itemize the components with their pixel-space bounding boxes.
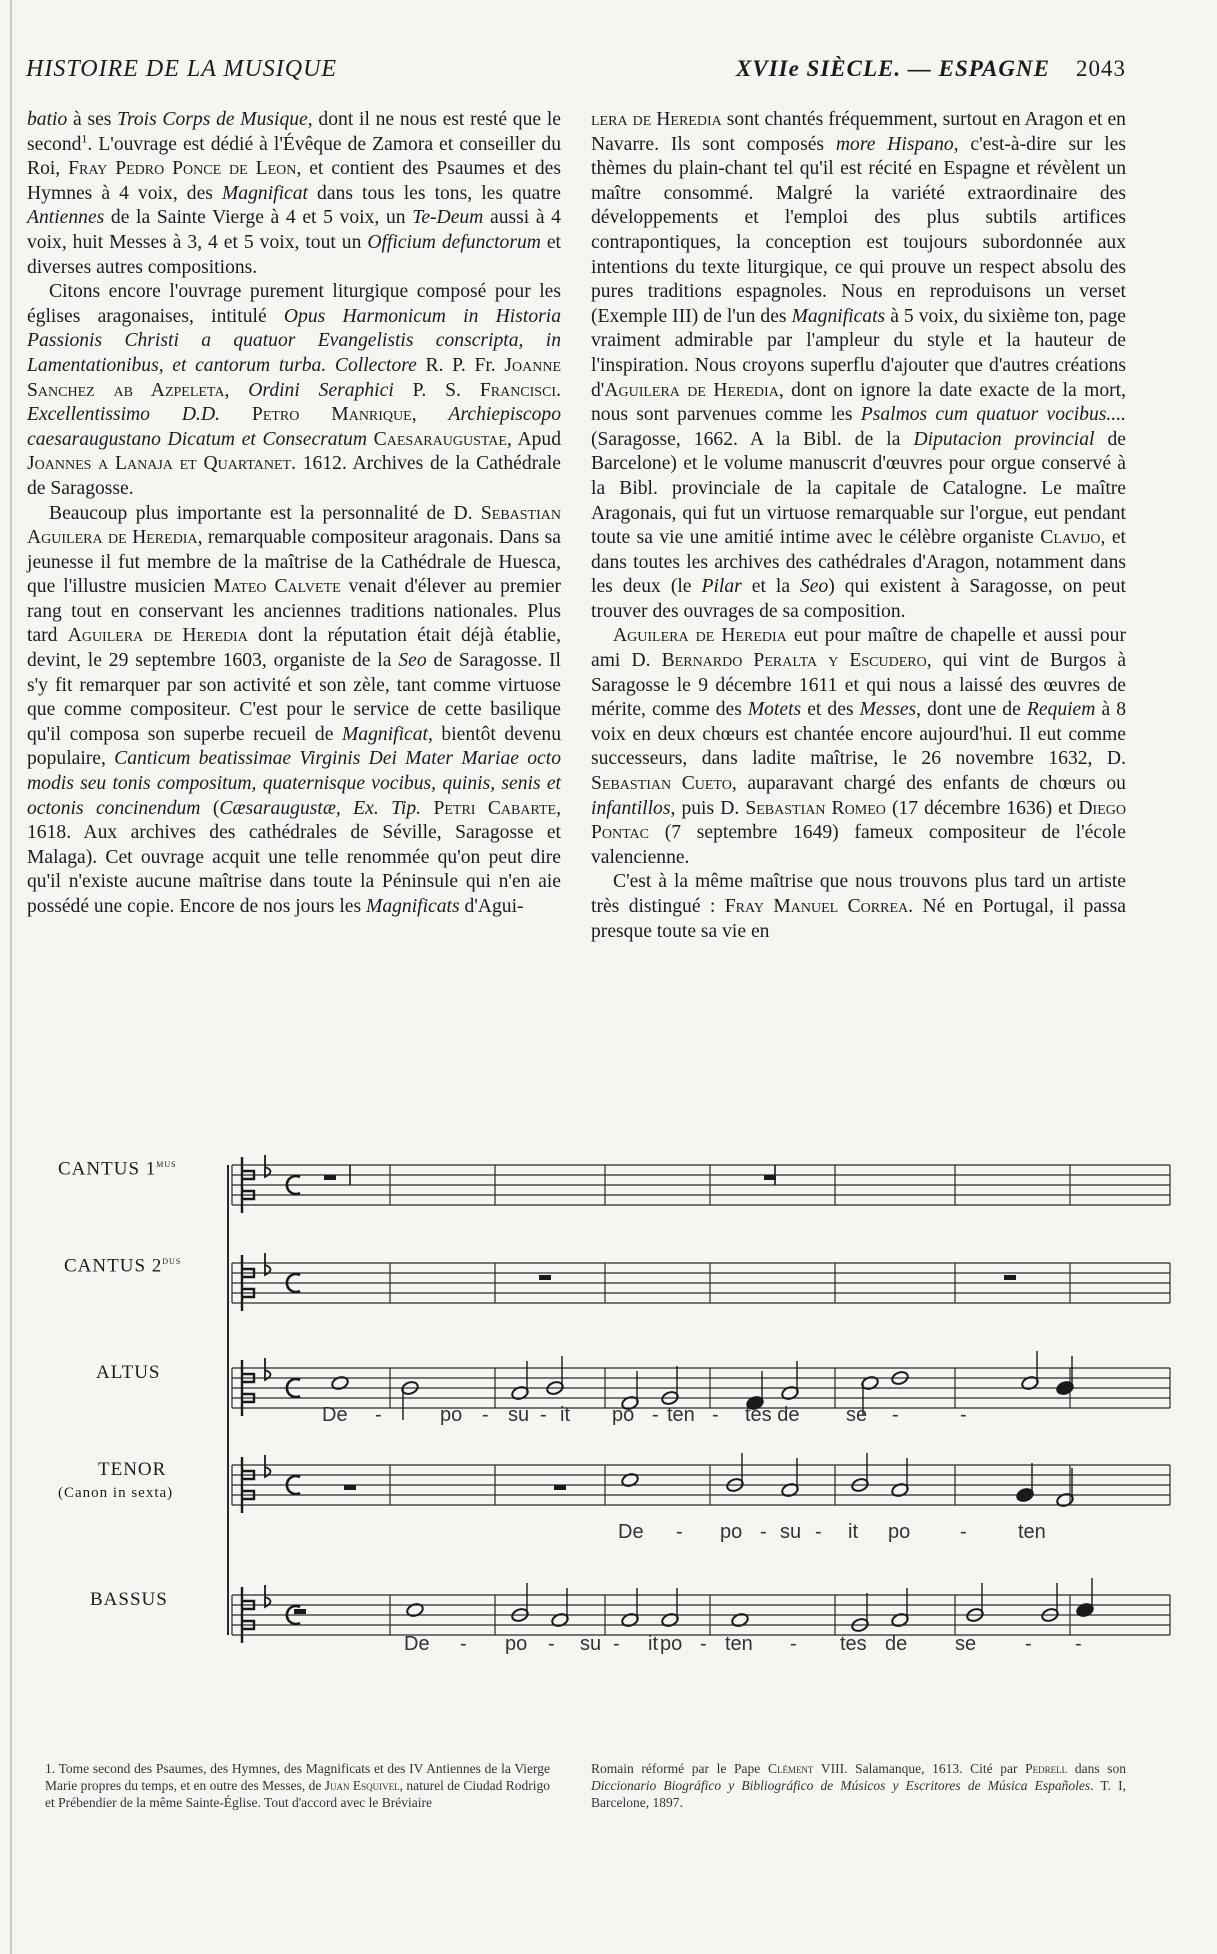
voice-sublabel-tenor: (Canon in sexta): [58, 1485, 174, 1501]
left-text-column: [27, 108, 561, 920]
paragraph: [27, 502, 561, 920]
text-run: Archiepiscopo caesaraugustano Dicatum et Consecratum: [27, 404, 562, 450]
text-run: ,: [224, 379, 249, 401]
footnote-run: Romain réformé par le Pape: [591, 1761, 768, 1776]
text-run: Petro Manrique: [251, 404, 412, 426]
page-header: [26, 56, 1126, 86]
text-run: de la Sainte Vierge à 4 et 5 voix, un: [104, 207, 413, 229]
tenor-lyric: -: [960, 1521, 967, 1543]
text-run: Aguilera de Heredia: [67, 625, 248, 647]
bassus-lyric: po: [505, 1633, 528, 1655]
text-run: ) qui existent à Saragosse, on peut trouver des ouvrages de sa composition.: [591, 576, 1126, 622]
text-run: R. P. Fr.: [416, 354, 505, 376]
altus-lyric: it: [560, 1404, 570, 1426]
tenor-lyric: ten: [1018, 1521, 1046, 1543]
altus-lyric: -: [892, 1404, 899, 1426]
altus-lyric: ten: [667, 1404, 695, 1426]
text-run: à ses: [67, 109, 118, 130]
text-run: (: [200, 797, 220, 819]
text-run: 1: [81, 131, 88, 146]
text-run: Sebastian Cueto: [591, 773, 732, 795]
text-run: Magnificats: [366, 896, 460, 917]
text-run: Messes: [859, 699, 917, 721]
altus-lyric: tes de: [745, 1404, 800, 1426]
running-title-right: [736, 56, 1126, 82]
text-run: , remarquable compositeur aragonais. Dans sa jeunesse il fut membre de la maîtrise de la Cathédrale de Huesca, que l'illustre musicien: [27, 527, 561, 598]
footnote-run: . Salamanque, 1613. Cité par: [844, 1761, 1026, 1776]
footnote-run: dans son: [1067, 1761, 1126, 1776]
text-run: Aguilera de Heredia: [604, 379, 779, 401]
text-run: et la: [741, 576, 800, 598]
paragraph: [591, 108, 1126, 624]
text-run: , et dans toutes les archives des cathédrales d'Aragon, notamment dans les deux (le: [591, 527, 1126, 598]
text-run: Seo: [800, 576, 829, 598]
altus-lyric: -: [482, 1404, 489, 1426]
text-run: Fray Pedro Ponce de Leon: [68, 158, 297, 180]
text-run: sont chantés fréquemment, surtout en Aragon et en Navarre. Ils sont composés: [591, 109, 1126, 155]
rest-mark: [344, 1485, 356, 1490]
bassus-lyric: tes: [840, 1633, 867, 1655]
text-run: et diverses autres compositions.: [27, 231, 561, 278]
tenor-lyric: -: [815, 1521, 822, 1543]
footnote-run: Diccionario Biográfico y Bibliográfico de Músicos y Escritores de Música Españoles: [591, 1778, 1091, 1793]
bassus-lyric: -: [1025, 1633, 1032, 1655]
text-run: à 5 voix, du sixième ton, page vraiment admirable par l'ampleur du style et la hauteur de l'inspiration. Nous croyons superflu d'ajouter que d'autres créations d': [591, 305, 1127, 401]
tenor-lyric: -: [760, 1521, 767, 1543]
text-run: , auparavant chargé des enfants de chœurs ou: [731, 773, 1126, 795]
altus-lyric: po: [440, 1404, 463, 1426]
altus-lyric: po: [612, 1404, 635, 1426]
altus-lyric: -: [712, 1404, 719, 1426]
text-run: Trois Corps de Musique: [117, 109, 308, 130]
text-run: Petri Cabarte: [433, 797, 557, 819]
bassus-lyric: po: [660, 1633, 683, 1655]
text-run: Sebastian Aguilera de Heredia: [27, 502, 561, 549]
text-run: Cæsaraugustæ, Ex. Tip.: [219, 797, 422, 819]
flat-sign: [265, 1358, 271, 1380]
paragraph: [27, 280, 561, 501]
text-run: Seo: [398, 650, 427, 672]
right-text-column: [591, 108, 1126, 944]
text-run: Francisci: [479, 379, 557, 401]
bassus-lyric: -: [790, 1633, 797, 1655]
footnote-paragraph: [591, 1760, 1126, 1811]
tenor-lyric: po: [888, 1521, 911, 1543]
altus-lyric: se: [846, 1404, 868, 1426]
text-run: Beaucoup plus importante est la personnalité de D.: [49, 502, 481, 524]
text-run: de Barcelone) et le volume manuscrit d'œuvres pour orgue conservé à la Bibl. provinciale de la capitale de Catalogne. Le maître Aragonais, qui fut un virtuose remarquable sur l'orgue, eut pendant toute sa vie une amitié intime avec le célèbre organiste: [591, 428, 1126, 549]
text-run: Psalmos cum quatuor vocibus....: [860, 404, 1126, 426]
footnote-run: , naturel de Ciudad Rodrigo et Prébendier de la même Sainte-Église. Tout d'accord avec le Bréviaire: [45, 1778, 550, 1810]
text-run: P. S.: [393, 379, 480, 401]
text-run: [421, 798, 433, 819]
text-run: Motets: [747, 699, 802, 721]
footnote-run: Clément VIII: [767, 1761, 845, 1776]
flat-sign: [265, 1585, 271, 1607]
paragraph: [591, 624, 1126, 870]
page-number: 2043: [1076, 56, 1126, 81]
text-run: dans tous les tons, les quatre: [307, 182, 561, 204]
tenor-lyric: -: [676, 1521, 683, 1543]
text-run: Joanne Sanchez ab Azpeleta: [27, 354, 561, 401]
voice-label-cantus-1: CANTUS $1^{mus}$: [58, 1158, 177, 1180]
bassus-lyric: se: [955, 1633, 977, 1655]
altus-lyric: -: [375, 1404, 382, 1426]
altus-lyric: -: [652, 1404, 659, 1426]
text-run: .: [556, 379, 561, 401]
text-run: , puis D.: [670, 797, 746, 819]
score-staves: [0, 1143, 1217, 1713]
text-run: Citons encore l'ouvrage purement liturgique composé pour les églises aragonaises, intitulé: [27, 281, 561, 327]
flat-sign: [265, 1155, 271, 1177]
tenor-lyric: it: [848, 1521, 858, 1543]
text-run: Te-Deum: [412, 207, 484, 229]
text-run: Opus Harmonicum in Historia Passionis Christi a quatuor Evangelistis conscripta, in Lamentationibus, et cantorum turba. Collectore: [27, 305, 561, 376]
voice-label-bassus: BASSUS: [90, 1589, 168, 1610]
text-run: à 8 voix en deux chœurs est chantée encore aujourd'hui. Il eut comme successeurs, dans ladite maîtrise, le 26 novembre 1632, D.: [591, 699, 1126, 770]
text-run: [367, 429, 374, 450]
text-run: aussi à 4 voix, huit Messes à 3, 4 et 5 voix, tout un: [27, 207, 561, 253]
bassus-lyric: De: [404, 1633, 430, 1655]
footnote-left: [45, 1760, 550, 1811]
text-run: Diputacion provincial: [913, 428, 1095, 450]
bassus-lyric: -: [1075, 1633, 1082, 1655]
text-run: Magnificat: [221, 182, 308, 204]
text-run: Excellentissimo D.D.: [27, 404, 220, 426]
text-run: d'Agui-: [459, 896, 524, 917]
text-run: Pilar: [701, 576, 742, 598]
bassus-lyric: -: [460, 1633, 467, 1655]
footnote-run: Pedrell: [1025, 1761, 1068, 1776]
text-run: Ordini Seraphici: [248, 379, 394, 401]
text-run: Diego Pontac: [591, 797, 1126, 844]
text-run: ,: [411, 404, 449, 426]
text-run: Canticum beatissimae Virginis Dei Mater Mariae octo modis seu tonis compositum, quaternisque vocibus, quinis, senis et octonis concinendum: [27, 748, 561, 819]
rest-mark: [539, 1275, 551, 1280]
text-run: Bernardo Peralta y Escudero: [661, 650, 927, 672]
text-run: . 1612. Archives de la Cathédrale de Saragosse.: [27, 453, 561, 499]
bassus-lyric: ten: [725, 1633, 753, 1655]
text-run: , qui vint de Burgos à Saragosse le 9 décembre 1611 et qui nous a laissé des œuvres de mérite, comme des: [591, 650, 1127, 721]
bassus-lyric: -: [548, 1633, 555, 1655]
flat-sign: [265, 1253, 271, 1275]
text-run: , dont il ne nous est resté que le second: [27, 109, 561, 155]
text-run: C'est à la même maîtrise que nous trouvons plus tard un artiste très distingué :: [591, 871, 1126, 917]
text-run: de Saragosse. Il s'y fit remarquer par son activité et son zèle, tant comme virtuose que comme compositeur. C'est pour le service de cette basilique qu'il composa son superbe recueil de: [27, 650, 561, 745]
tenor-lyric: su: [780, 1521, 802, 1543]
text-run: et des: [801, 699, 860, 721]
tenor-lyric: po: [720, 1521, 743, 1543]
text-run: Joannes a Lanaja et Quartanet: [27, 453, 292, 475]
text-run: . L'ouvrage est dédié à l'Évêque de Zamora et conseiller du Roi,: [27, 133, 561, 180]
text-run: , Apud: [506, 428, 561, 450]
text-run: venait d'élever au premier rang tout en conservant les anciennes traditions nationales. Plus tard: [27, 576, 561, 647]
text-run: , 1618. Aux archives des cathédrales de Séville, Saragosse et Malaga). Cet ouvrage acquit une telle renommée qu'on peut dire qu'il n'existe aucune maîtrise dans toute la Péninsule qui n'en aie possédé une copie. Encore de nos jours les: [27, 797, 561, 917]
text-run: Caesaraugustae: [373, 428, 507, 450]
text-run: , bientôt devenu populaire,: [27, 723, 561, 770]
text-run: dont la réputation était déjà établie, devint, le 29 septembre 1603, organiste de la: [27, 625, 561, 672]
text-run: Clavijo: [1040, 527, 1101, 549]
text-run: Aguilera de Heredia: [613, 625, 787, 647]
text-run: . Né en Portugal, il passa presque toute sa vie en: [591, 896, 1127, 942]
text-run: more Hispano: [835, 133, 954, 155]
text-run: , dont une de: [916, 699, 1027, 721]
rest-mark: [554, 1485, 566, 1490]
voice-label-cantus-2: CANTUS $2^{dus}$: [64, 1255, 182, 1277]
rest-mark: [324, 1175, 336, 1180]
text-run: Fray Manuel Correa: [724, 896, 909, 917]
footnote-run: . T. I, Barcelone, 1897.: [591, 1778, 1126, 1810]
text-run: lera de Heredia: [591, 109, 722, 130]
footnote-right: [591, 1760, 1126, 1811]
paragraph: [591, 870, 1126, 944]
text-run: Mateo Calvete: [213, 576, 341, 598]
text-run: (Saragosse, 1662. A la Bibl. de la: [591, 428, 914, 450]
tenor-lyric: De: [618, 1521, 644, 1543]
text-run: eut pour maître de chapelle et aussi pour ami D.: [591, 625, 1126, 672]
voice-label-tenor: TENOR: [98, 1459, 167, 1480]
text-run: Sebastian Romeo: [745, 797, 886, 819]
text-run: , dont on ignore la date exacte de la mort, nous sont parvenues comme les: [591, 379, 1126, 426]
text-run: Requiem: [1026, 699, 1096, 721]
bassus-lyric: de: [885, 1633, 908, 1655]
text-run: (17 décembre 1636) et: [885, 797, 1079, 819]
footnote-run: Juan Esquivel: [324, 1778, 400, 1793]
footnote-run: 1. Tome second des Psaumes, des Hymnes, des Magnificats et des IV Antiennes de la Vierge Marie propres du temps, et en outre des Messes, de: [45, 1761, 550, 1793]
rest-mark: [294, 1609, 306, 1614]
text-run: batio: [27, 109, 68, 130]
text-run: , et contient des Psaumes et des Hymnes à 4 voix, des: [27, 158, 561, 204]
text-run: infantillos: [591, 797, 671, 819]
altus-lyric: De: [322, 1404, 348, 1426]
voice-label-altus: ALTUS: [96, 1362, 161, 1383]
paragraph: [27, 108, 561, 280]
text-run: Officium defunctorum: [367, 231, 541, 253]
text-run: [220, 404, 252, 425]
flat-sign: [265, 1455, 271, 1477]
music-example: [0, 1143, 1217, 1713]
text-run: (7 septembre 1649) fameux compositeur de l'école valencienne.: [591, 822, 1126, 868]
bassus-lyric: su: [580, 1633, 602, 1655]
bassus-lyric: it: [648, 1633, 658, 1655]
footnote-paragraph: [45, 1760, 550, 1811]
text-run: Magnificats: [791, 305, 886, 327]
text-run: , c'est-à-dire sur les thèmes du plain-chant tel qu'il est récité en Espagne et révèlent un maître consommé. Malgré la variété extraordinaire des développements et l'emploi des plus subtils artifices contrapontiques, la conception est toujours subordonnée aux intentions du texte liturgique, ce qui prouve un respect absolu des pures traditions espagnoles. Nous en reproduisons un verset (Exemple III) de l'un des: [591, 133, 1126, 327]
bassus-lyric: -: [700, 1633, 707, 1655]
text-run: Antiennes: [27, 207, 105, 229]
altus-lyric: -: [540, 1404, 547, 1426]
text-run: Magnificat: [341, 723, 428, 745]
running-title-right-text: XVIIe SIÈCLE. — ESPAGNE: [736, 56, 1050, 81]
running-title-left: HISTOIRE DE LA MUSIQUE: [26, 56, 338, 82]
altus-lyric: -: [960, 1404, 967, 1426]
altus-lyric: su: [508, 1404, 530, 1426]
rest-mark: [1004, 1275, 1016, 1280]
bassus-lyric: -: [613, 1633, 620, 1655]
